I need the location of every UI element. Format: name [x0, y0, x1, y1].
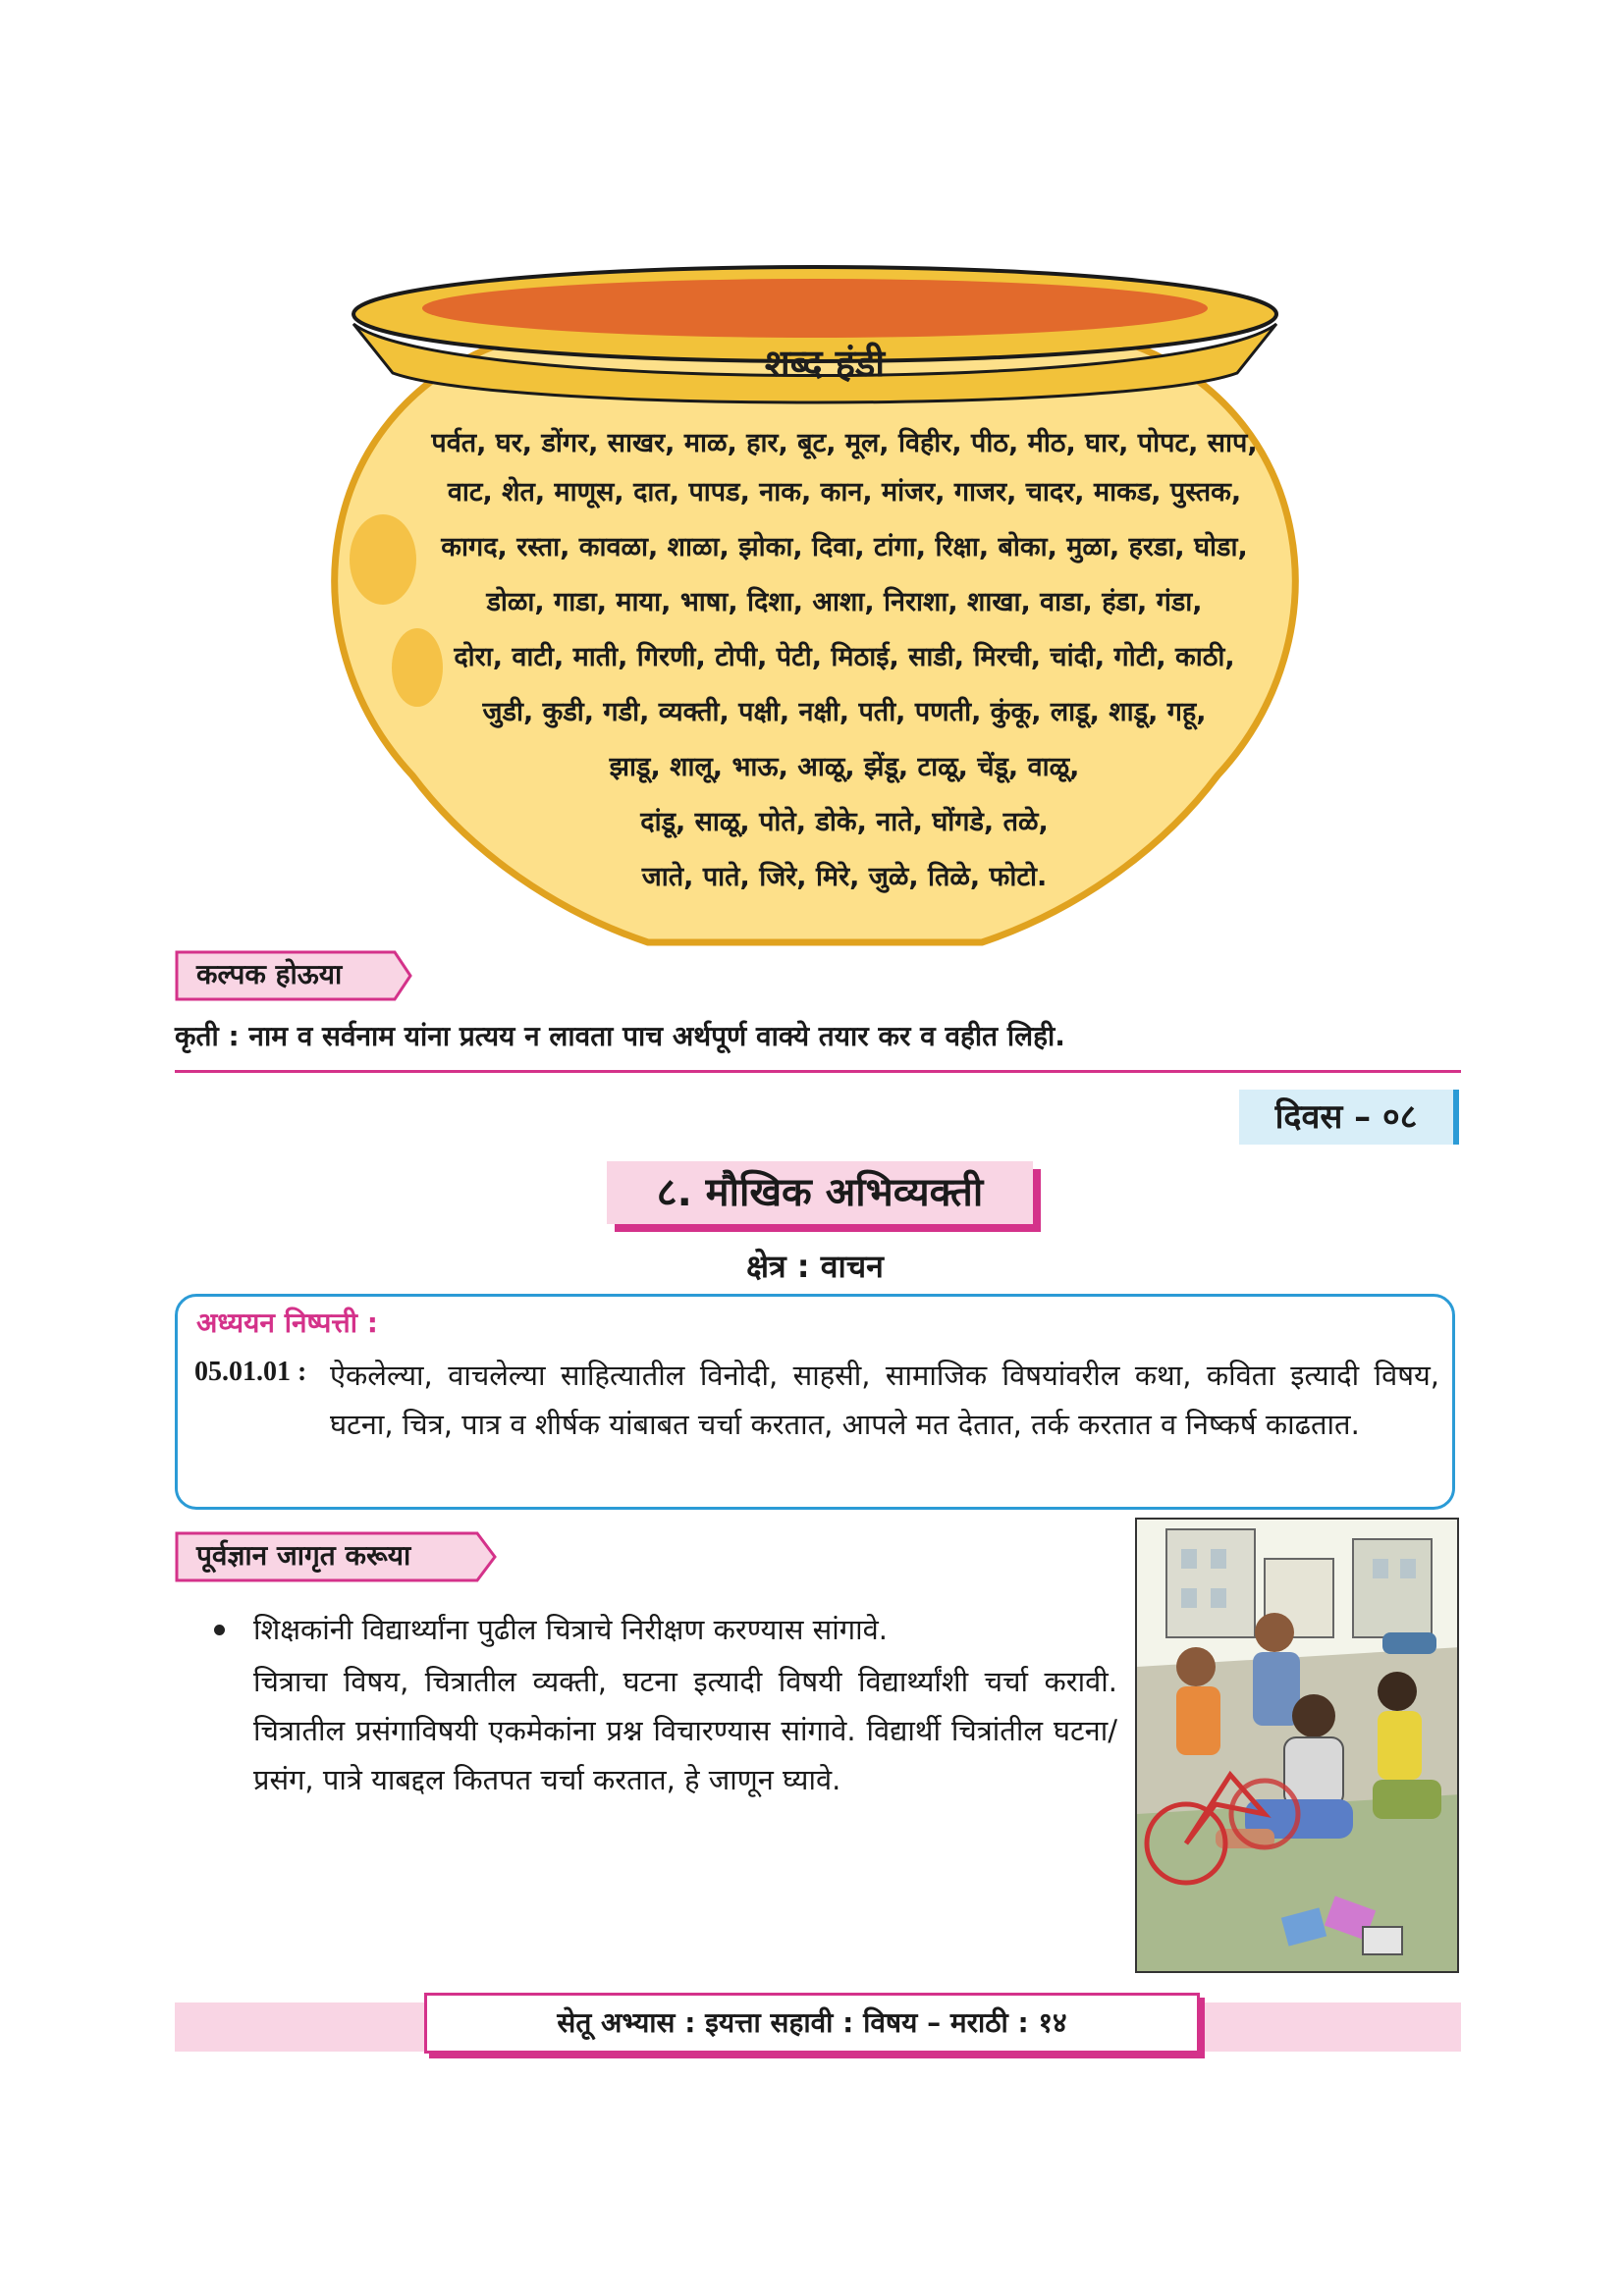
chapter-title: ८. मौखिक अभिव्यक्ती: [607, 1161, 1033, 1224]
day-label: दिवस – ०८: [1239, 1090, 1459, 1145]
word-line: वाट, शेत, माणूस, दात, पापड, नाक, कान, मांजर, गाजर, चादर, माकड, पुस्तक,: [447, 477, 1242, 507]
pot-title: शब्द हंडी: [764, 342, 886, 385]
accident-scene-illustration: [1135, 1518, 1459, 1973]
footer-text: सेतू अभ्यास : इयत्ता सहावी : विषय – मराठी : १४: [424, 1993, 1200, 2054]
kalpak-tag: [175, 950, 450, 999]
word-line: जुडी, कुडी, गडी, व्यक्ती, पक्षी, नक्षी, पती, पणती, कुंकू, लाडू, शाडू, गहू,: [482, 697, 1207, 727]
prior-knowledge-label: पूर्वज्ञान जागृत करूया: [196, 1539, 411, 1572]
instruction-paragraph: चित्राचा विषय, चित्रातील व्यक्ती, घटना इत्यादी विषयी विद्यार्थ्यांशी चर्चा करावी. चित्रातील प्रसंगाविषयी एकमेकांना प्रश्न विचारण्यास सांगावे. विद्यार्थी चित्रांतील घटना/प्रसंग, पात्रे याबद्दल कितपत चर्चा करतात, हे जाणून घ्यावे.: [253, 1665, 1117, 1796]
word-line: जाते, पाते, जिरे, मिरे, जुळे, तिळे, फोटो.: [641, 862, 1048, 892]
section-divider: [175, 1070, 1461, 1073]
word-line: दोरा, वाटी, माती, गिरणी, टोपी, पेटी, मिठाई, साडी, मिरची, चांदी, गोटी, काठी,: [454, 642, 1235, 672]
field-line: क्षेत्र : वाचन: [746, 1248, 884, 1285]
bullet-text: शिक्षकांनी विद्यार्थ्यांना पुढील चित्राचे निरीक्षण करण्यास सांगावे.: [253, 1613, 888, 1646]
word-line: कागद, रस्ता, कावळा, शाळा, झोका, दिवा, टांगा, रिक्षा, बोका, मुळा, हरडा, घोडा,: [441, 532, 1248, 562]
outcome-code: 05.01.01 :: [194, 1357, 307, 1387]
outcome-text: ऐकलेल्या, वाचलेल्या साहित्यातील विनोदी, साहसी, सामाजिक विषयांवरील कथा, कविता इत्यादी विषय, घटना, चित्र, पात्र व शीर्षक यांबाबत चर्चा करतात, आपले मत देतात, तर्क करतात व निष्कर्ष काढतात.: [330, 1359, 1439, 1441]
outcome-heading: अध्ययन निष्पत्ती :: [196, 1307, 378, 1339]
word-line: झाडू, शालू, भाऊ, आळू, झेंडू, टाळू, चेंडू, वाळू,: [609, 752, 1080, 782]
word-line: डोळा, गाडा, माया, भाषा, दिशा, आशा, निराशा, शाखा, वाडा, हंडा, गंडा,: [486, 587, 1203, 617]
activity-text: कृती : नाम व सर्वनाम यांना प्रत्यय न लावता पाच अर्थपूर्ण वाक्ये तयार कर व वहीत लिही.: [175, 1020, 1065, 1052]
bullet-icon: [214, 1625, 225, 1635]
kalpak-tag-label: कल्पक होऊया: [196, 958, 343, 990]
prior-knowledge-tag: [175, 1531, 532, 1580]
word-line: पर्वत, घर, डोंगर, साखर, माळ, हार, बूट, मूल, विहीर, पीठ, मीठ, घार, पोपट, साप,: [431, 428, 1258, 458]
word-line: दांडू, साळू, पोते, डोके, नाते, घोंगडे, तळे,: [640, 807, 1049, 837]
